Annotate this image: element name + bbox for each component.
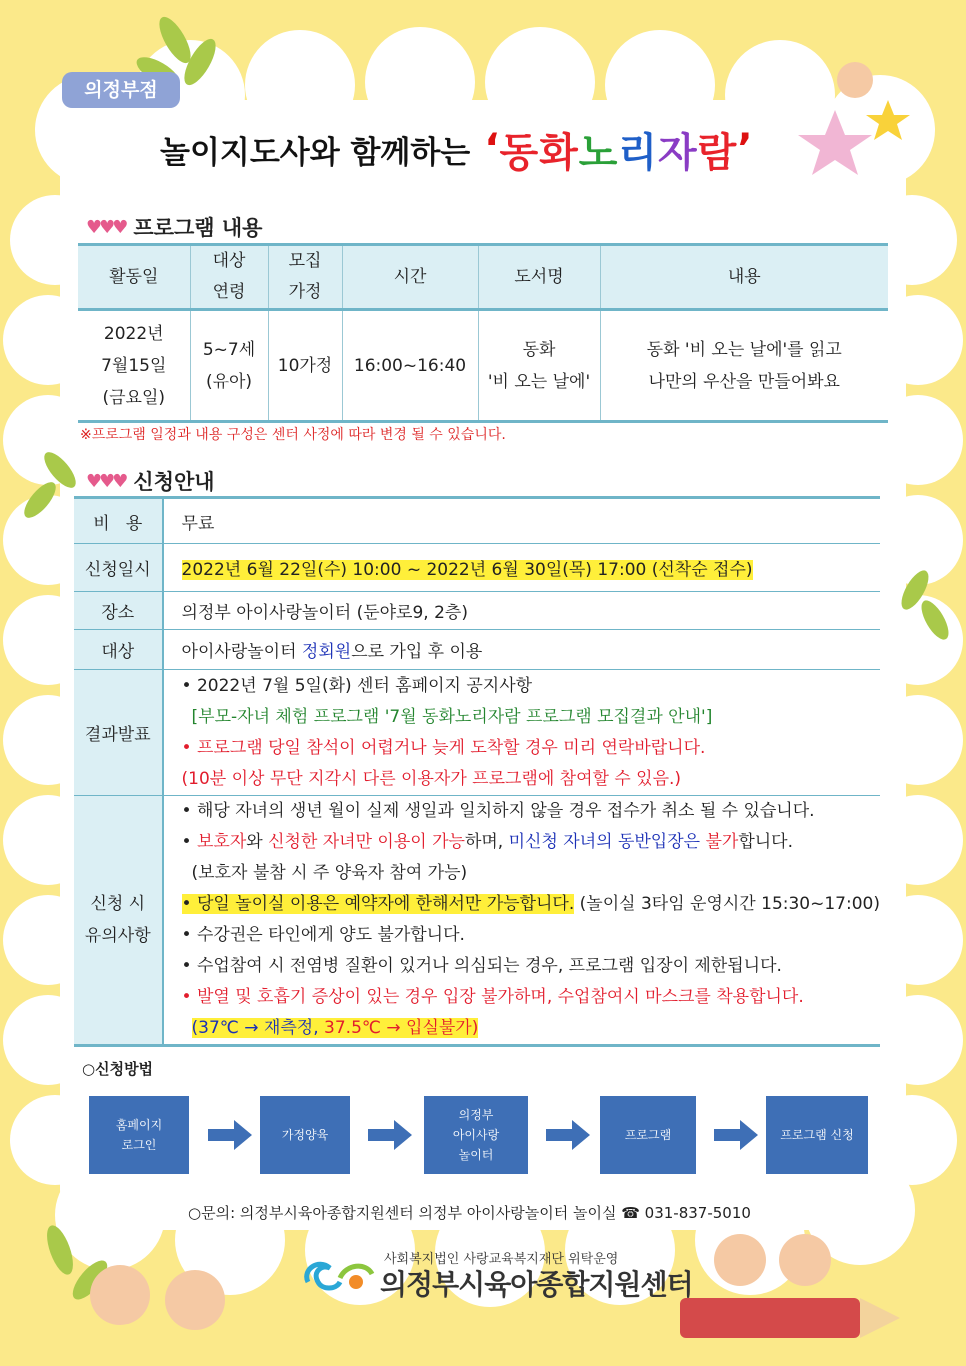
caution-line-2 (182, 827, 880, 858)
target-member: 정회원 (301, 642, 352, 662)
title-char-5: 람 (697, 129, 738, 176)
fee-label: 비 용 (74, 498, 163, 544)
result-line-2: [부모-자녀 체험 프로그램 '7월 동화노리자람 프로그램 모집결과 안내'] (191, 706, 713, 727)
target-value (163, 630, 880, 670)
caution-no-entry: 37.5℃ → 입실불가) (324, 1018, 479, 1038)
header-families: 모집 가정 (268, 245, 342, 310)
method-title: ○신청방법 (82, 1060, 154, 1078)
fee-value: 무료 (163, 498, 880, 544)
cell-families: 10가정 (268, 310, 342, 422)
title-char-0: 동 (499, 129, 540, 176)
target-row (74, 630, 880, 670)
step-program: 프로그램 (600, 1096, 696, 1174)
title-open-quote: ‘ (484, 126, 500, 172)
cell-date: 2022년 7월15일 (금요일) (78, 310, 190, 422)
result-label: 결과발표 (74, 670, 163, 796)
header-date: 활동일 (78, 245, 190, 310)
caution-row (74, 796, 880, 1046)
apply-section-heading (86, 466, 215, 496)
cell-book: 동화 '비 오는 날에' (478, 310, 600, 422)
place-value: 의정부 아이사랑놀이터 (둔야로9, 2층) (163, 592, 880, 630)
period-label: 신청일시 (74, 544, 163, 592)
title-char-1: 화 (539, 129, 579, 176)
title-char-2: 노 (578, 129, 619, 176)
caution-guardian: 보호자 (196, 832, 247, 852)
hearts-icon: ♥♥♥ (86, 216, 126, 238)
caution-line-6: • 수업참여 시 전염병 질환이 있거나 의심되는 경우, 프로그램 입장이 제한됩니다. (181, 956, 782, 976)
caution-comma: 하며, (464, 832, 509, 852)
arrow-right-icon (714, 1120, 758, 1150)
caution-not-allowed: 불가 (705, 832, 739, 852)
caution-line-8 (182, 1013, 880, 1044)
header-book: 도서명 (478, 245, 600, 310)
program-table (78, 243, 888, 423)
step-playground: 의정부 아이사랑 놀이터 (424, 1096, 528, 1174)
result-line-4: (10분 이상 무단 지각시 다른 이용자가 프로그램에 참여할 수 있음.) (181, 768, 682, 789)
caution-reservation-only: • 당일 놀이실 이용은 예약자에 한해서만 가능합니다. (181, 894, 575, 914)
caution-end: 합니다. (738, 832, 793, 852)
caution-line-5: • 수강권은 타인에게 양도 불가합니다. (181, 925, 465, 945)
title-char-4: 자 (658, 129, 698, 176)
caution-line-1: • 해당 자녀의 생년 월이 실제 생일과 일치하지 않을 경우 접수가 취소 될 수 있습니다. (181, 801, 815, 821)
caution-value (163, 796, 880, 1046)
arrow-right-icon (368, 1120, 412, 1150)
center-logo (300, 1252, 378, 1300)
cell-age: 5~7세 (유아) (190, 310, 268, 422)
center-name: 의정부시육아종합지원센터 (380, 1268, 693, 1301)
contact-info: ○문의: 의정부시육아종합지원센터 의정부 아이사랑놀이터 놀이실 ☎ 031-837-5010 (188, 1204, 751, 1222)
title-char-3: 리 (618, 129, 659, 176)
target-post: 으로 가입 후 이용 (351, 642, 483, 662)
program-heading-text: 프로그램 내용 (133, 216, 263, 240)
apply-heading-text: 신청안내 (133, 470, 215, 494)
title-lead: 놀이지도사와 함께하는 (160, 134, 471, 171)
place-label: 장소 (74, 592, 163, 630)
result-value (163, 670, 880, 796)
caution-remeasure: (37℃ → 재측정, (191, 1018, 325, 1038)
page-title (160, 118, 753, 180)
arrow-right-icon (208, 1120, 252, 1150)
title-close-quote: ’ (737, 126, 753, 172)
step-program-apply: 프로그램 신청 (766, 1096, 868, 1174)
step-login: 홈페이지 로그인 (89, 1096, 189, 1174)
result-row (74, 670, 880, 796)
result-line-3: • 프로그램 당일 참석이 어렵거나 늦게 도착할 경우 미리 연락바랍니다. (181, 737, 706, 758)
header-content: 내용 (600, 245, 888, 310)
program-header-row (78, 245, 888, 310)
caution-hours: (놀이실 3타임 운영시간 15:30~17:00) (574, 894, 880, 914)
cell-time: 16:00~16:40 (342, 310, 478, 422)
header-time: 시간 (342, 245, 478, 310)
schedule-note: ※프로그램 일정과 내용 구성은 센터 사정에 따라 변경 될 수 있습니다. (80, 427, 506, 443)
period-value: 2022년 6월 22일(수) 10:00 ~ 2022년 6월 30일(목) 17:00 (선착순 접수) (181, 560, 753, 580)
caution-only-applicants: 신청한 자녀만 이용이 가능 (268, 832, 465, 852)
target-pre: 아이사랑놀이터 (181, 642, 302, 662)
target-label: 대상 (74, 630, 163, 670)
caution-unregistered: 미신청 자녀의 동반입장은 (508, 832, 706, 852)
operator-text: 사회복지법인 사랑교육복지재단 위탁운영 (384, 1252, 619, 1267)
branch-badge: 의정부점 (62, 72, 180, 108)
hearts-icon: ♥♥♥ (86, 470, 126, 492)
fee-row (74, 498, 880, 544)
title-program-name (499, 121, 737, 178)
apply-table (74, 496, 880, 1047)
header-age: 대상 연령 (190, 245, 268, 310)
caution-label: 신청 시 유의사항 (74, 796, 163, 1046)
step-home-care: 가정양육 (260, 1096, 350, 1174)
period-row (74, 544, 880, 592)
program-section-heading (86, 212, 262, 242)
cell-content: 동화 '비 오는 날에'를 읽고 나만의 우산을 만들어봐요 (600, 310, 888, 422)
caution-bullet: • (181, 832, 197, 852)
program-row (78, 310, 888, 422)
caution-line-3: (보호자 불참 시 주 양육자 참여 가능) (191, 863, 468, 883)
result-line-1: • 2022년 7월 5일(화) 센터 홈페이지 공지사항 (181, 675, 533, 696)
place-row (74, 592, 880, 630)
caution-line-7: • 발열 및 호흡기 증상이 있는 경우 입장 불가하며, 수업참여시 마스크를 착용합니다. (181, 987, 804, 1007)
caution-line-4 (182, 889, 880, 920)
caution-and: 와 (246, 832, 269, 852)
arrow-right-icon (546, 1120, 590, 1150)
